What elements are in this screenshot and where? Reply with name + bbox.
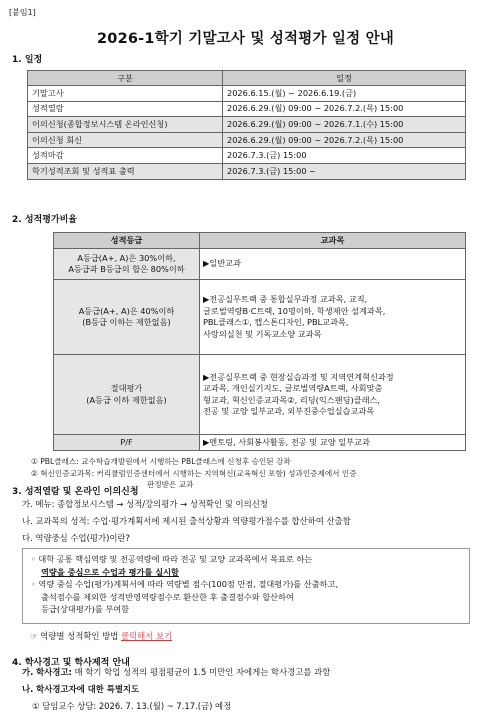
link-prefix: ☞ 역량별 성적확인 방법 xyxy=(30,631,121,641)
table-row xyxy=(28,117,466,133)
competency-link-line xyxy=(30,630,172,642)
schedule-header-row xyxy=(28,71,466,86)
grade-line: 절대평가 xyxy=(110,383,143,393)
schedule-label: 기말고사 xyxy=(28,86,223,102)
schedule-date: 2026.6.29.(월) 09:00 ~ 2026.7.1.(수) 15:00 xyxy=(223,117,466,133)
section3-items xyxy=(22,496,351,547)
schedule-header-date: 일정 xyxy=(223,71,466,86)
warning-text: 매 학기 학업 성적의 평점평균이 1.5 미만인 자에게는 학사경고를 과함 xyxy=(71,667,331,677)
box-line: 등급(상대평가)를 부여함 xyxy=(41,604,130,614)
subject-line: ▶멘토링, 사회봉사활동, 전공 및 교양 일부교과 xyxy=(203,436,370,447)
grade-rule xyxy=(54,280,200,355)
schedule-label: 학기성적조회 및 성적표 출력 xyxy=(28,163,223,179)
special-guidance-heading: 나. 학사경고자에 대한 특별지도 xyxy=(22,684,140,694)
section-heading-academic-warning: 4. 학사경고 및 학사제적 안내 xyxy=(12,658,130,668)
grade-calculation: 나. 교과목의 성적: 수업·평가계획서에 제시된 출석상황과 역량평가점수를 합산하여 산출함 xyxy=(22,516,351,526)
section4-items xyxy=(22,664,330,698)
grade-line: A등급(A+, A)은 40%이하 xyxy=(78,305,175,316)
schedule-table xyxy=(27,70,466,180)
footnote-innovation: ② 혁신인증교과목: 커리큘럼인증센터에서 시행하는 지역혁신(교육혁신 포함) 성과인증제에서 인증 xyxy=(31,468,357,478)
subject-list xyxy=(200,435,466,451)
table-row xyxy=(28,101,466,117)
table-row xyxy=(28,86,466,102)
table-row xyxy=(54,280,466,355)
schedule-date: 2026.7.3.(금) 15:00 xyxy=(223,148,466,164)
footnote-pbl: ① PBL클래스: 교수학습개발원에서 시행하는 PBL클래스에 신청후 승인된 강좌 xyxy=(31,457,291,466)
grade-line: (A등급 이하 제한없음) xyxy=(86,394,167,405)
menu-path: 가. 메뉴: 종합정보시스템 → 성적/강의평가 → 성적확인 및 이의신청 xyxy=(22,499,268,509)
table-row xyxy=(54,249,466,280)
box-line: ◦ 역량 중심 수업(평가)계획서에 따라 역량별 점수(100점 만점, 절대평가)를 산출하고, xyxy=(31,579,339,589)
subject-line: ▶전공실무트랙 중 현장실습과정 및 지역연계혁신과정 xyxy=(203,371,394,382)
subject-line: PBL클래스①, 캡스톤디자인, PBL교과목, xyxy=(203,317,349,327)
grading-header-row xyxy=(54,233,466,249)
warning-rule xyxy=(22,664,330,681)
schedule-header-category: 구분 xyxy=(28,71,223,86)
grading-header-subjects: 교과목 xyxy=(200,233,466,249)
view-guide-link[interactable]: 클릭해서 보기 xyxy=(120,631,173,641)
footnote-innovation-cont: 판정받은 교과 xyxy=(147,480,194,489)
grade-rule xyxy=(54,355,200,435)
attachment-tag: [붙임1] xyxy=(9,8,36,17)
schedule-date: 2026.6.15.(월) ~ 2026.6.19.(금) xyxy=(223,86,466,102)
competency-question: 다. 역량중심 수업(평가)이란? xyxy=(22,533,130,543)
warning-label: 가. 학사경고: xyxy=(22,667,72,677)
subject-line: 글로벌역량B·C트랙, 10명이하, 학생제안 설계과목, xyxy=(203,305,386,316)
schedule-date: 2026.6.29.(월) 09:00 ~ 2026.7.2.(목) 15:00 xyxy=(223,132,466,148)
box-line: 출석점수를 제외한 성적반영역량점수로 환산한 후 출결점수와 합산하여 xyxy=(41,591,294,602)
section-heading-grade-check: 3. 성적열람 및 온라인 이의신청 xyxy=(12,487,139,497)
subject-line: 교과목, 개인실기지도, 글로벌역량A트랙, 사회맞춤 xyxy=(203,383,383,393)
schedule-date: 2026.6.29.(월) 09:00 ~ 2026.7.2.(목) 15:00 xyxy=(223,101,466,117)
page-title: 2026-1학기 기말고사 및 성적평가 일정 안내 xyxy=(96,31,394,47)
subject-line: 전공 및 교양 일부교과, 외부진중수업실습교과목 xyxy=(203,406,375,416)
section-heading-grading: 2. 성적평가비율 xyxy=(12,215,77,225)
subject-line: ▶일반교과 xyxy=(203,258,241,269)
box-line: ◦ 대학 공통 핵심역량 및 전공역량에 따라 전공 및 교양 교과목에서 목표로 하는 xyxy=(31,554,313,564)
grade-rule xyxy=(54,435,200,451)
schedule-label: 이의신청 회신 xyxy=(28,132,223,148)
advisor-counseling: ① 담임교수 상담: 2026. 7. 13.(월) ~ 7.17.(금) 예정 xyxy=(32,701,232,711)
section-heading-schedule: 1. 일정 xyxy=(12,55,43,65)
subject-line: ▶전공실무트랙 중 통합실무과정 교과목, 교직, xyxy=(203,294,368,304)
schedule-label: 이의신청(종합정보시스템 온라인신청) xyxy=(28,117,223,133)
subject-line: 형교과, 혁신인증교과목②, 리딩(익스팬딩)클래스, xyxy=(203,394,381,405)
grade-line: (B등급 이하는 제한없음) xyxy=(82,317,171,327)
grading-header-grade: 성적등급 xyxy=(54,233,200,249)
subject-line: 사랑의실천 및 기독교소양 교과목 xyxy=(203,328,322,339)
schedule-label: 성적마감 xyxy=(28,148,223,164)
table-row xyxy=(54,355,466,435)
table-row xyxy=(54,435,466,451)
grade-line: A등급(A+, A)은 30%이하, xyxy=(77,252,176,263)
grade-rule xyxy=(54,249,200,280)
grade-line: A등급과 B등급의 합은 80%이하 xyxy=(68,264,185,274)
table-row xyxy=(28,132,466,148)
box-emphasis: 역량을 중심으로 수업과 평가를 실시함 xyxy=(41,566,179,577)
grade-line: P/F xyxy=(120,436,133,447)
subject-list xyxy=(200,355,466,435)
schedule-label: 성적열람 xyxy=(28,101,223,117)
schedule-date: 2026.7.3.(금) 15:00 ~ xyxy=(223,163,466,179)
subject-list xyxy=(200,280,466,355)
grading-table xyxy=(53,232,466,451)
competency-box xyxy=(22,548,470,624)
table-row xyxy=(28,163,466,179)
table-row xyxy=(28,148,466,164)
subject-list xyxy=(200,249,466,280)
